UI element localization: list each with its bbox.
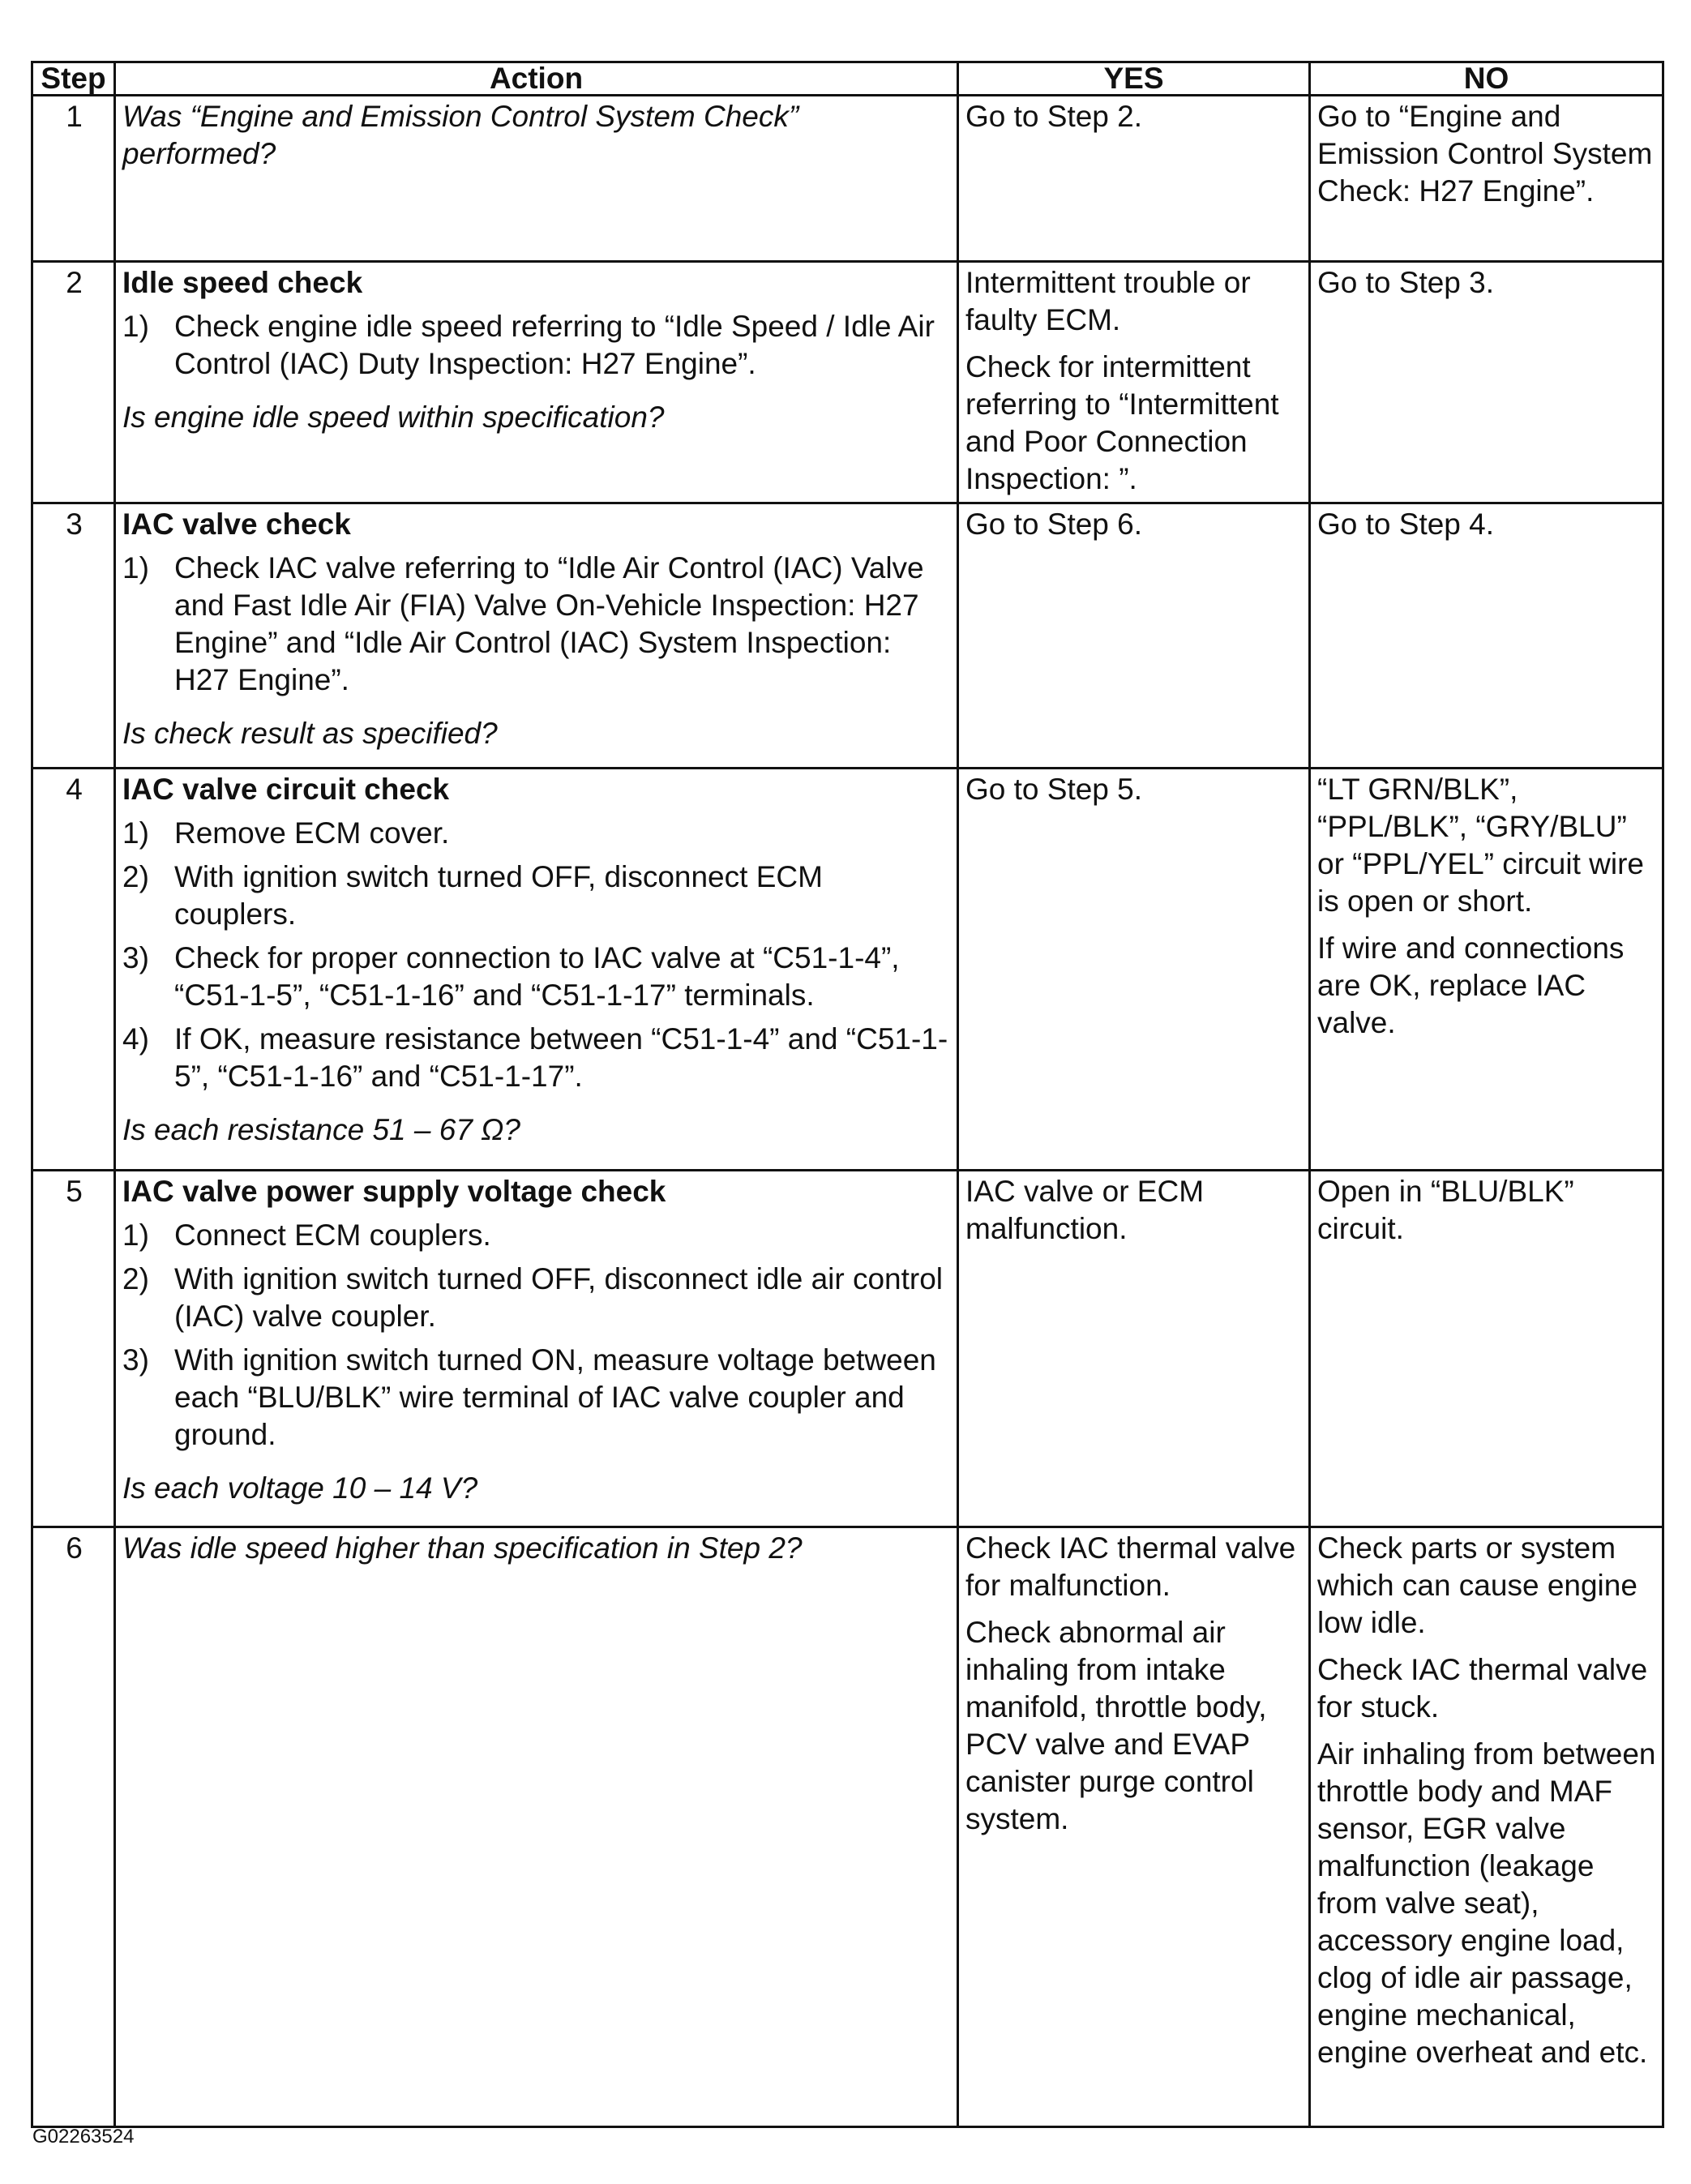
action-cell — [115, 503, 958, 769]
substep-text: Remove ECM cover. — [174, 816, 450, 850]
substep-text: Check engine idle speed referring to “Idle Speed / Idle Air Control (IAC) Duty Inspection: H27 Engine”. — [174, 310, 935, 380]
header-row — [32, 62, 1663, 96]
table-row — [32, 1527, 1663, 2127]
substep-number: 1) — [122, 1218, 149, 1252]
action-substep — [122, 308, 952, 383]
yes-text: Check for intermittent referring to “Intermittent and Poor Connection Inspection: ”. — [965, 350, 1279, 495]
substep-number: 1) — [122, 816, 149, 850]
no-text: Air inhaling from between throttle body and MAF sensor, EGR valve malfunction (leakage from valve seat), accessory engine load, clog of idle air passage, engine mechanical, engine overheat and etc. — [1317, 1737, 1656, 2069]
yes-text: Intermittent trouble or faulty ECM. — [965, 266, 1251, 336]
action-substep — [122, 1217, 952, 1254]
substep-number: 1) — [122, 310, 149, 343]
yes-text: Go to Step 5. — [965, 773, 1143, 806]
step-number: 2 — [32, 262, 115, 503]
yes-text: Go to Step 6. — [965, 507, 1143, 541]
substep-text: With ignition switch turned OFF, disconnect ECM couplers. — [174, 860, 823, 931]
action-cell — [115, 769, 958, 1171]
substep-number: 3) — [122, 941, 149, 974]
no-cell — [1310, 1527, 1663, 2127]
action-title: IAC valve circuit check — [122, 773, 450, 806]
action-substep — [122, 815, 952, 852]
action-question: Is each resistance 51 – 67 Ω? — [122, 1113, 520, 1146]
no-text: Go to Step 4. — [1317, 507, 1495, 541]
yes-text: Check IAC thermal valve for malfunction. — [965, 1531, 1296, 1602]
action-question: Is each voltage 10 – 14 V? — [122, 1471, 478, 1505]
diagnosis-table — [31, 61, 1664, 2128]
table-row — [32, 769, 1663, 1171]
no-text: Go to “Engine and Emission Control System Check: H27 Engine”. — [1317, 100, 1653, 208]
step-number: 1 — [32, 96, 115, 262]
yes-text: IAC valve or ECM malfunction. — [965, 1175, 1205, 1245]
yes-cell — [958, 262, 1310, 503]
step-number: 6 — [32, 1527, 115, 2127]
yes-text: Go to Step 2. — [965, 100, 1143, 133]
action-question: Was idle speed higher than specification in Step 2? — [122, 1531, 803, 1565]
substep-number: 1) — [122, 551, 149, 585]
table-row — [32, 1171, 1663, 1527]
substep-text: Check for proper connection to IAC valve at “C51-1-4”, “C51-1-5”, “C51-1-16” and “C51-1-17” terminals. — [174, 941, 900, 1012]
header-step: Step — [32, 62, 115, 96]
no-text: Check parts or system which can cause engine low idle. — [1317, 1531, 1637, 1639]
no-cell — [1310, 503, 1663, 769]
header-yes: YES — [958, 62, 1310, 96]
header-no: NO — [1310, 62, 1663, 96]
action-cell — [115, 96, 958, 262]
action-cell — [115, 262, 958, 503]
no-cell — [1310, 1171, 1663, 1527]
action-title: Idle speed check — [122, 266, 363, 299]
action-title: IAC valve check — [122, 507, 351, 541]
no-cell — [1310, 769, 1663, 1171]
action-cell — [115, 1171, 958, 1527]
yes-cell — [958, 503, 1310, 769]
substep-text: If OK, measure resistance between “C51-1-4” and “C51-1-5”, “C51-1-16” and “C51-1-17”. — [174, 1022, 948, 1093]
action-substep — [122, 1261, 952, 1335]
substep-text: With ignition switch turned OFF, disconnect idle air control (IAC) valve coupler. — [174, 1262, 944, 1333]
no-cell — [1310, 262, 1663, 503]
substep-number: 2) — [122, 860, 149, 893]
yes-cell — [958, 769, 1310, 1171]
substep-number: 3) — [122, 1343, 149, 1377]
substep-text: With ignition switch turned ON, measure voltage between each “BLU/BLK” wire terminal of IAC valve coupler and ground. — [174, 1343, 936, 1451]
no-text: Go to Step 3. — [1317, 266, 1495, 299]
yes-cell — [958, 1527, 1310, 2127]
no-text: Check IAC thermal valve for stuck. — [1317, 1653, 1648, 1724]
yes-cell — [958, 96, 1310, 262]
substep-number: 4) — [122, 1022, 149, 1056]
table-row — [32, 96, 1663, 262]
yes-cell — [958, 1171, 1310, 1527]
no-text: If wire and connections are OK, replace IAC valve. — [1317, 931, 1625, 1039]
no-cell — [1310, 96, 1663, 262]
action-substep — [122, 940, 952, 1014]
action-cell — [115, 1527, 958, 2127]
no-text: “LT GRN/BLK”, “PPL/BLK”, “GRY/BLU” or “PPL/YEL” circuit wire is open or short. — [1317, 773, 1644, 918]
step-number: 3 — [32, 503, 115, 769]
yes-text: Check abnormal air inhaling from intake manifold, throttle body, PCV valve and EVAP canister purge control system. — [965, 1616, 1267, 1835]
action-substep — [122, 550, 952, 699]
substep-text: Check IAC valve referring to “Idle Air Control (IAC) Valve and Fast Idle Air (FIA) Valve On-Vehicle Inspection: H27 Engine” and “Idle Air Control (IAC) System Inspection: H27 Engine”. — [174, 551, 924, 696]
substep-text: Connect ECM couplers. — [174, 1218, 491, 1252]
no-text: Open in “BLU/BLK” circuit. — [1317, 1175, 1574, 1245]
step-number: 4 — [32, 769, 115, 1171]
step-number: 5 — [32, 1171, 115, 1527]
table-row — [32, 503, 1663, 769]
action-substep — [122, 859, 952, 933]
substep-number: 2) — [122, 1262, 149, 1295]
action-substep — [122, 1021, 952, 1095]
action-substep — [122, 1342, 952, 1454]
action-question: Is engine idle speed within specification? — [122, 400, 665, 434]
table-row — [32, 262, 1663, 503]
action-question: Was “Engine and Emission Control System Check” performed? — [122, 100, 799, 170]
header-action: Action — [115, 62, 958, 96]
action-title: IAC valve power supply voltage check — [122, 1175, 666, 1208]
action-question: Is check result as specified? — [122, 717, 498, 750]
figure-code: G02263524 — [32, 2126, 135, 2148]
table-body — [32, 96, 1663, 2127]
